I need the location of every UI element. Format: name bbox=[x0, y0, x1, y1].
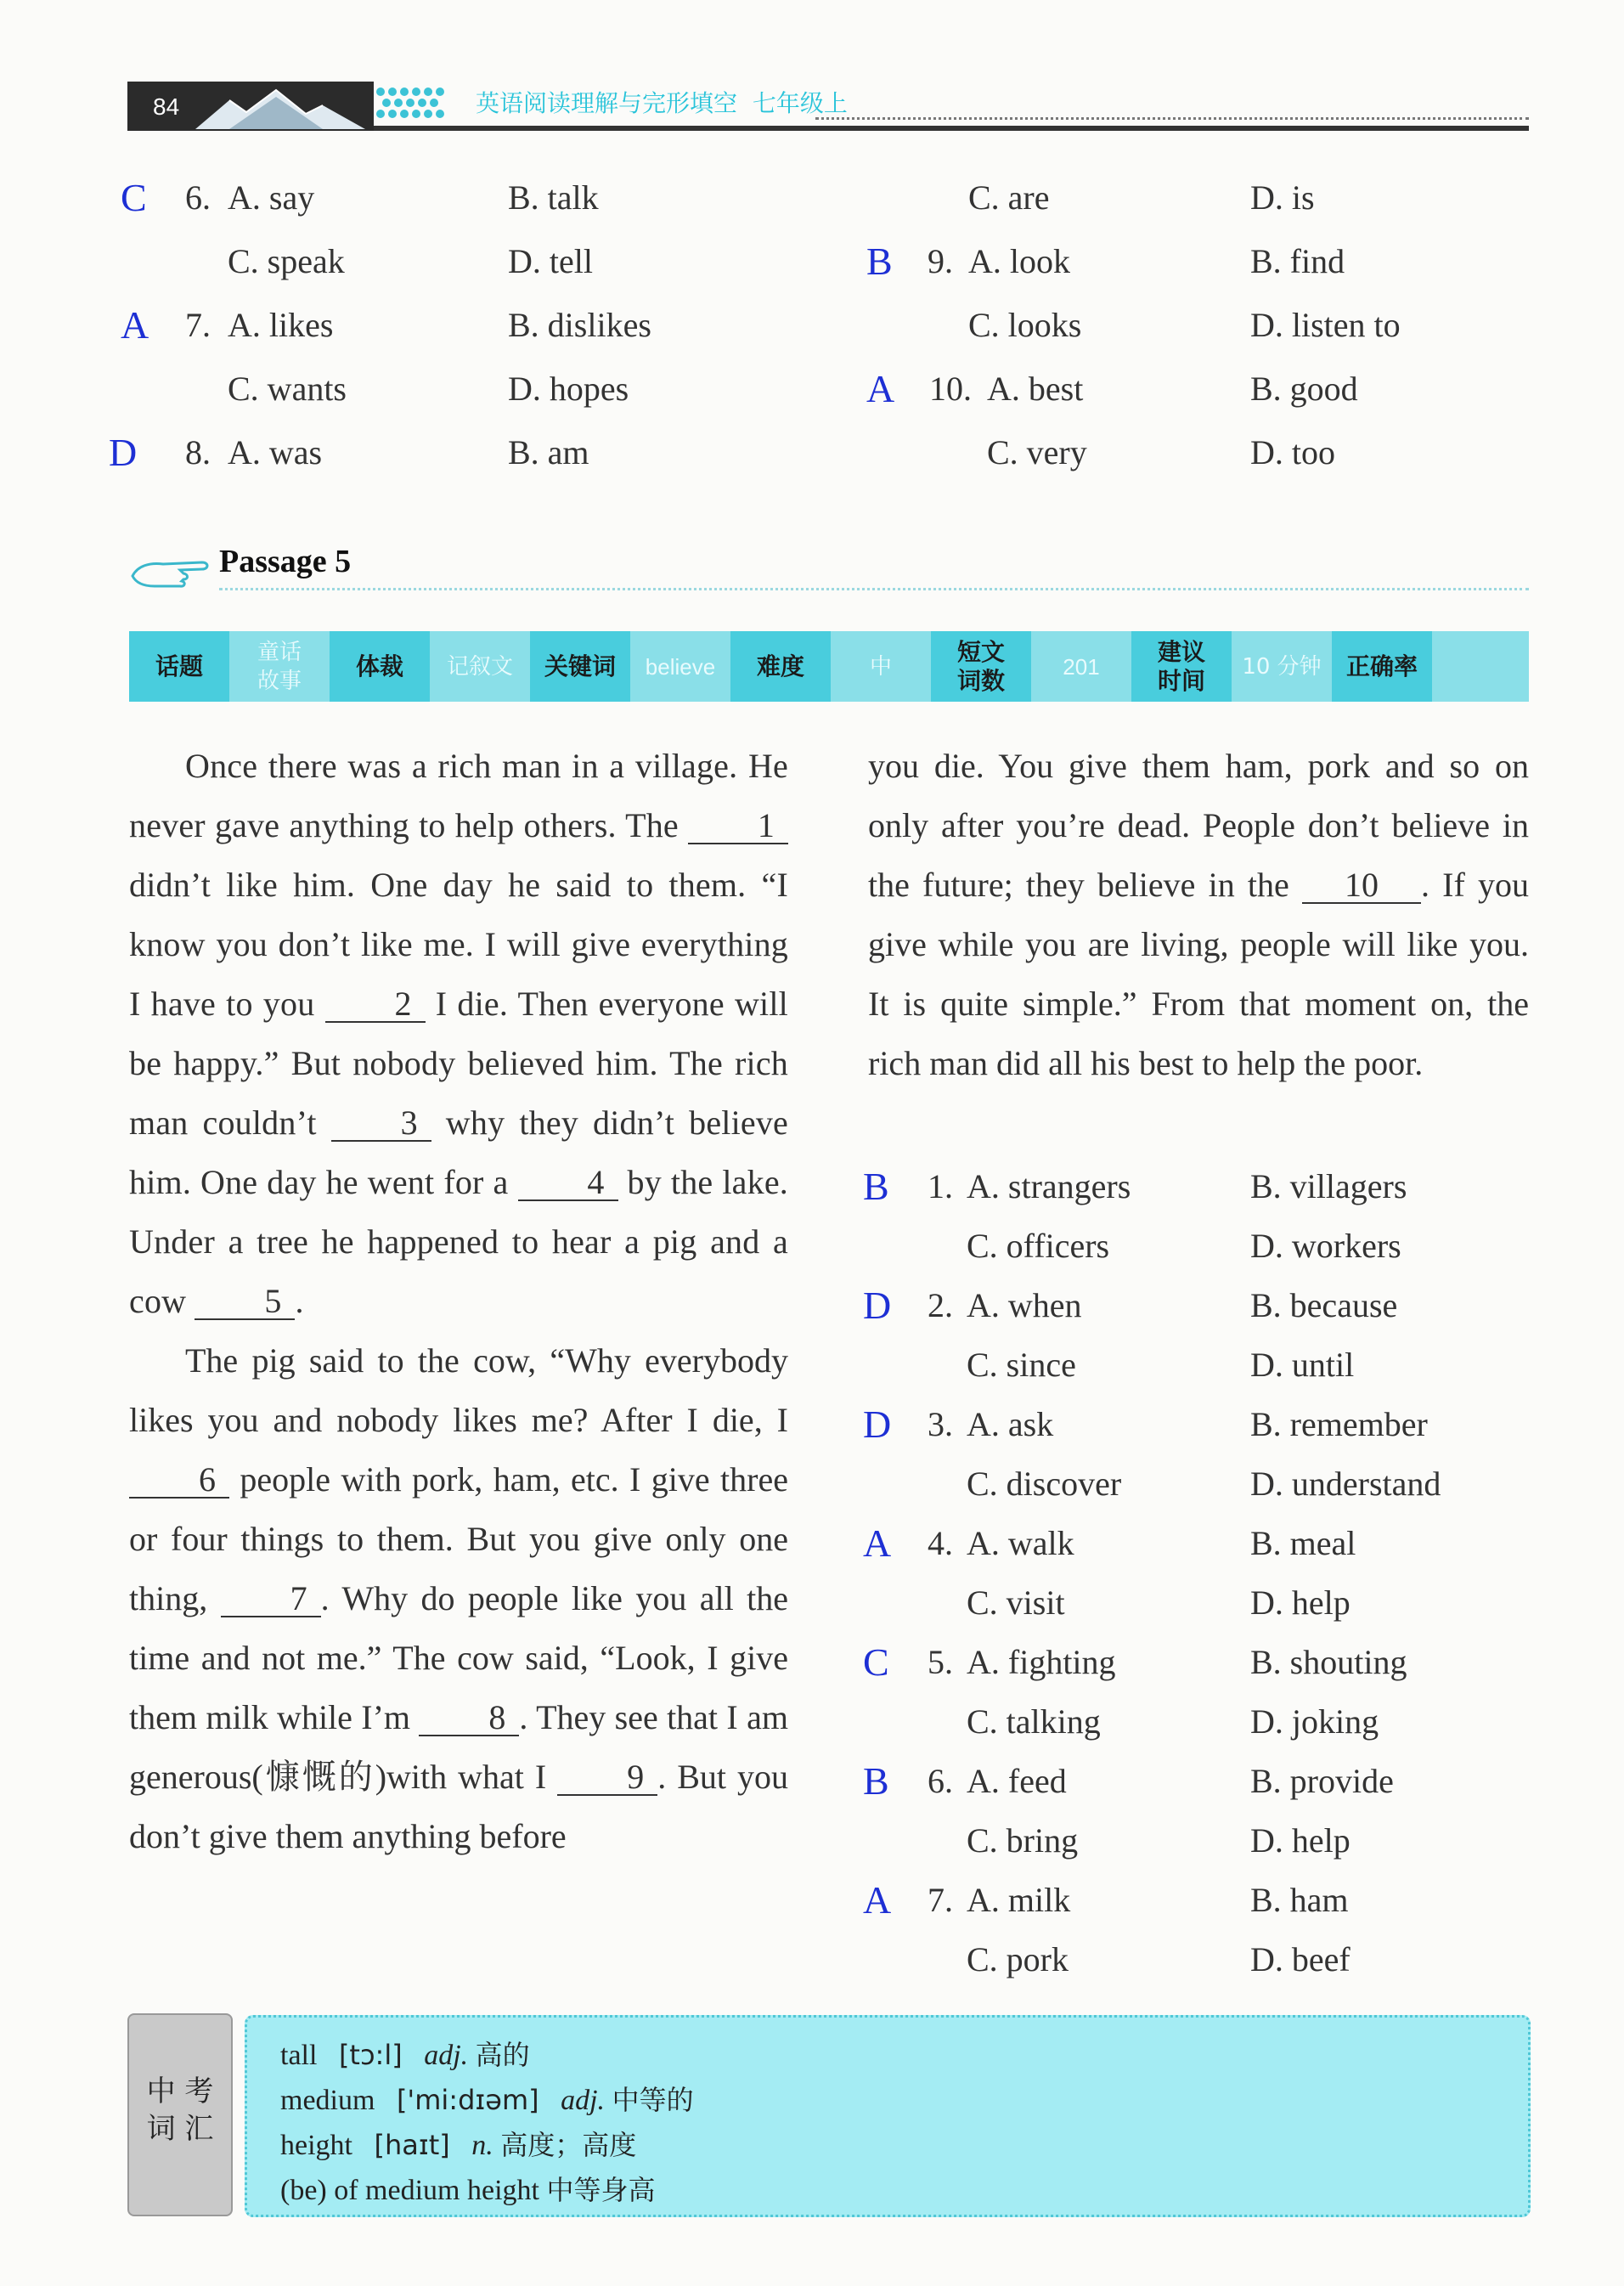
vocab-item bbox=[280, 2124, 636, 2167]
question-number: 5. bbox=[928, 1643, 953, 1681]
answer-mark: A bbox=[866, 367, 895, 410]
question-number: 4. bbox=[928, 1524, 953, 1562]
time-value: 10 分钟 bbox=[1232, 631, 1332, 702]
passage-text: . bbox=[295, 1282, 304, 1320]
option-b: B. am bbox=[508, 433, 589, 471]
vocab-word: medium bbox=[280, 2085, 375, 2116]
option-c: C. speak bbox=[228, 242, 345, 280]
option-d: D. understand bbox=[1250, 1465, 1441, 1503]
option-d: D. is bbox=[1250, 178, 1315, 217]
wordcount-label-line: 词数 bbox=[956, 666, 1005, 695]
option-b: B. meal bbox=[1250, 1524, 1356, 1562]
option-d: D. tell bbox=[508, 242, 593, 280]
option-c: C. are bbox=[968, 178, 1050, 217]
blank-7: 7 bbox=[221, 1582, 321, 1617]
vocab-pos: n. bbox=[471, 2130, 493, 2161]
passage-text: . Why do people like you all the time and not me.” The cow said, “Look, I give them milk while I’m bbox=[129, 1579, 788, 1736]
vocab-label-line: 词 汇 bbox=[146, 2112, 214, 2146]
passage-text: didn’t like him. One day he said to them. “I know you don’t like me. I will give everything I have to you bbox=[129, 866, 788, 1023]
passage-text: The pig said to the cow, “Why everybody likes you and nobody likes me? After I die, I bbox=[129, 1341, 788, 1439]
vocab-word: (be) of medium height bbox=[280, 2175, 539, 2206]
passage-title: Passage 5 bbox=[219, 544, 352, 579]
answer-mark: D bbox=[109, 431, 138, 474]
question-number: 10. bbox=[929, 370, 972, 408]
topic-value bbox=[229, 631, 330, 702]
question-number: 1. bbox=[928, 1167, 953, 1205]
time-label-line: 时间 bbox=[1157, 666, 1205, 695]
topic-value-line: 故事 bbox=[257, 668, 302, 694]
blank-10: 10 bbox=[1302, 868, 1421, 904]
option-d: D. help bbox=[1250, 1583, 1351, 1622]
accuracy-label: 正确率 bbox=[1332, 631, 1432, 702]
passage-text: you die. You give them ham, pork and so on only after you’re dead. People don’t believe in the future; they believe in the bbox=[868, 747, 1529, 904]
option-a: A. ask bbox=[967, 1405, 1054, 1443]
option-a: A. say bbox=[228, 178, 315, 217]
vocab-side-label bbox=[138, 2073, 223, 2148]
option-b: B. because bbox=[1250, 1286, 1398, 1324]
topic-label: 话题 bbox=[129, 631, 229, 702]
passage-right-column bbox=[868, 737, 1529, 1093]
difficulty-value: 中 bbox=[831, 631, 931, 702]
header-dotted-rule bbox=[815, 117, 1529, 120]
option-d: D. until bbox=[1250, 1346, 1355, 1384]
option-c: C. discover bbox=[967, 1465, 1122, 1503]
option-b: B. dislikes bbox=[508, 306, 651, 344]
vocab-meaning: 高的 bbox=[475, 2039, 530, 2071]
passage-paragraph-2 bbox=[129, 1331, 788, 1866]
keyword-value: believe bbox=[630, 631, 730, 702]
blank-8: 8 bbox=[419, 1701, 519, 1736]
question-number: 7. bbox=[928, 1881, 953, 1919]
answer-mark: D bbox=[863, 1403, 892, 1446]
option-a: A. strangers bbox=[967, 1167, 1131, 1205]
genre-label: 体裁 bbox=[330, 631, 430, 702]
vocab-meaning: 中等的 bbox=[612, 2084, 694, 2116]
keyword-label: 关键词 bbox=[530, 631, 630, 702]
answer-mark: A bbox=[121, 303, 149, 347]
option-c: C. visit bbox=[967, 1583, 1065, 1622]
option-a: A. was bbox=[228, 433, 323, 471]
option-a: A. fighting bbox=[967, 1643, 1116, 1681]
option-d: D. listen to bbox=[1250, 306, 1401, 344]
vocab-phonetic: [tɔ:l] bbox=[338, 2039, 403, 2071]
question-number: 6. bbox=[928, 1762, 953, 1800]
option-c: C. since bbox=[967, 1346, 1076, 1384]
passage-dotted-rule bbox=[219, 588, 1529, 590]
answer-mark: B bbox=[866, 240, 893, 283]
vocab-item bbox=[280, 2079, 694, 2122]
option-a: A. look bbox=[968, 242, 1070, 280]
blank-2: 2 bbox=[325, 987, 426, 1023]
blank-9: 9 bbox=[557, 1760, 657, 1796]
vocab-pos: adj. bbox=[561, 2085, 606, 2116]
pointing-hand-icon bbox=[129, 550, 214, 590]
blank-4: 4 bbox=[518, 1166, 618, 1201]
option-d: D. joking bbox=[1250, 1702, 1379, 1741]
vocab-word: tall bbox=[280, 2040, 318, 2071]
option-c: C. wants bbox=[228, 370, 347, 408]
passage-text: by the lake. Under a tree he happened to hear a pig and a cow bbox=[129, 1163, 788, 1320]
header-rule bbox=[374, 126, 1529, 131]
genre-value: 记叙文 bbox=[430, 631, 530, 702]
question-number: 7. bbox=[185, 306, 211, 344]
vocab-item bbox=[280, 2034, 530, 2077]
option-c: C. talking bbox=[967, 1702, 1101, 1741]
answer-mark: B bbox=[863, 1759, 889, 1803]
passage-text: people with pork, ham, etc. I give three or four things to them. But you give only one thing, bbox=[129, 1460, 788, 1617]
option-a: A. best bbox=[987, 370, 1084, 408]
time-label bbox=[1131, 631, 1232, 702]
option-c: C. officers bbox=[967, 1227, 1110, 1265]
option-d: D. hopes bbox=[508, 370, 629, 408]
vocab-word: height bbox=[280, 2130, 352, 2161]
answer-mark: C bbox=[121, 176, 147, 219]
option-a: A. when bbox=[967, 1286, 1082, 1324]
question-number: 6. bbox=[185, 178, 211, 217]
option-b: B. ham bbox=[1250, 1881, 1349, 1919]
answer-mark: D bbox=[863, 1284, 892, 1327]
passage-left-column bbox=[129, 737, 788, 1866]
option-d: D. beef bbox=[1250, 1940, 1351, 1978]
option-d: D. workers bbox=[1250, 1227, 1401, 1265]
vocab-phonetic: ['mi:dɪəm] bbox=[396, 2084, 539, 2116]
option-b: B. talk bbox=[508, 178, 599, 217]
option-a: A. walk bbox=[967, 1524, 1074, 1562]
passage-paragraph-3 bbox=[868, 737, 1529, 1093]
book-title bbox=[476, 85, 848, 122]
passage-text: I die. Then everyone will be happy.” But nobody believed him. The rich man couldn’t bbox=[129, 985, 788, 1142]
option-d: D. help bbox=[1250, 1821, 1351, 1860]
grade-text: 七年级上 bbox=[752, 89, 848, 117]
answer-mark: C bbox=[863, 1640, 889, 1684]
blank-1: 1 bbox=[688, 809, 788, 844]
mountain-icon bbox=[195, 83, 399, 129]
option-a: A. milk bbox=[967, 1881, 1071, 1919]
option-b: B. find bbox=[1250, 242, 1345, 280]
passage-text: . But you don’t give them anything before bbox=[129, 1758, 788, 1855]
blank-6: 6 bbox=[129, 1463, 229, 1499]
accuracy-value bbox=[1432, 631, 1529, 702]
vocab-item bbox=[280, 2169, 656, 2212]
difficulty-label: 难度 bbox=[730, 631, 831, 702]
question-number: 8. bbox=[185, 433, 211, 471]
option-b: B. provide bbox=[1250, 1762, 1394, 1800]
option-a: A. likes bbox=[228, 306, 334, 344]
option-b: B. shouting bbox=[1250, 1643, 1407, 1681]
option-b: B. remember bbox=[1250, 1405, 1428, 1443]
passage-text: why they didn’t believe him. One day he went for a bbox=[129, 1103, 789, 1201]
passage-text: . If you give while you are living, people will like you. It is quite simple.” From that moment on, the rich man did all his best to help the poor. bbox=[868, 866, 1530, 1082]
question-number: 3. bbox=[928, 1405, 953, 1443]
vocab-label-line: 中 考 bbox=[146, 2074, 214, 2108]
passage-paragraph-1 bbox=[129, 737, 788, 1331]
option-b: B. good bbox=[1250, 370, 1358, 408]
vocab-pos: adj. bbox=[424, 2040, 469, 2071]
blank-5: 5 bbox=[195, 1284, 295, 1320]
vocab-phonetic: [haɪt] bbox=[374, 2129, 450, 2161]
blank-3: 3 bbox=[331, 1106, 431, 1142]
wordcount-label bbox=[931, 631, 1031, 702]
option-c: C. looks bbox=[968, 306, 1082, 344]
passage-text: Once there was a rich man in a village. He never gave anything to help others. The bbox=[129, 747, 788, 844]
time-label-line: 建议 bbox=[1157, 637, 1205, 666]
question-number: 9. bbox=[928, 242, 953, 280]
vocab-meaning: 中等身高 bbox=[546, 2174, 656, 2206]
wordcount-value: 201 bbox=[1031, 631, 1131, 702]
option-a: A. feed bbox=[967, 1762, 1067, 1800]
vocab-meaning: 高度；高度 bbox=[500, 2129, 637, 2161]
answer-mark: A bbox=[863, 1521, 892, 1565]
page-number: 84 bbox=[153, 93, 180, 120]
passage-text: . They see that I am generous(慷慨的)with what I bbox=[129, 1698, 788, 1796]
wordcount-label-line: 短文 bbox=[956, 637, 1005, 666]
option-b: B. villagers bbox=[1250, 1167, 1407, 1205]
option-c: C. very bbox=[987, 433, 1087, 471]
answer-mark: A bbox=[863, 1878, 892, 1922]
book-title-text: 英语阅读理解与完形填空 bbox=[476, 89, 738, 117]
passage-info-bar bbox=[129, 631, 1529, 702]
option-c: C. pork bbox=[967, 1940, 1069, 1978]
topic-value-line: 童话 bbox=[257, 639, 302, 665]
answer-mark: B bbox=[863, 1165, 889, 1208]
question-number: 2. bbox=[928, 1286, 953, 1324]
dot-pattern-decoration bbox=[374, 85, 450, 122]
option-c: C. bring bbox=[967, 1821, 1079, 1860]
option-d: D. too bbox=[1250, 433, 1335, 471]
